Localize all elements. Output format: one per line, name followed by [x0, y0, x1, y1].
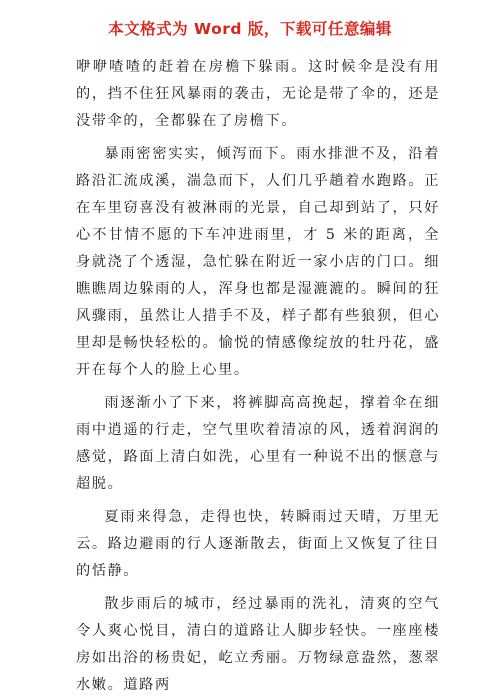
paragraph: 雨逐渐小了下来，将裤脚高高挽起，撑着伞在细雨中逍遥的行走，空气里吹着清凉的风，透着润润的感觉，路面上清白如洗，心里有一种说不出的惬意与超脱。: [76, 395, 440, 492]
banner-title: 本文格式为 Word 版，下载可任意编辑: [108, 20, 392, 38]
header-banner: [60, 0, 440, 56]
paragraph: 咿咿喳喳的赶着在房檐下躲雨。这时候伞是没有用的，挡不住狂风暴雨的袭击，无论是带了伞的，还是没带伞的，全都躲在了房檐下。: [76, 59, 440, 129]
paragraph: 夏雨来得急，走得也快，转瞬雨过天晴，万里无云。路边避雨的行人逐渐散去，街面上又恢复了往日的恬静。: [76, 509, 440, 579]
document-body: [76, 54, 440, 699]
paragraph: 散步雨后的城市，经过暴雨的洗礼，清爽的空气令人爽心悦目，清白的道路让人脚步轻快。一座座楼房如出浴的杨贵妃，屹立秀丽。万物绿意盎然，葱翠水嫩。道路两: [76, 596, 440, 693]
paragraph: 暴雨密密实实，倾泻而下。雨水排泄不及，沿着路沿汇流成溪，湍急而下，人们几乎趟着水跑路。正在车里窃喜没有被淋雨的光景，自己却到站了，只好心不甘情不愿的下车冲进雨里，才 5 米的距离，全身就浇了个透湿，急忙躲在附近一家小店的门口。细瞧瞧周边躲雨的人，浑身也都是湿漉漉的。瞬间的狂风骤雨，虽然让人措手不及，样子都有些狼狈，但心里却是畅快轻松的。愉悦的情感像绽放的牡丹花，盛开在每个人的脸上心里。: [76, 146, 440, 378]
